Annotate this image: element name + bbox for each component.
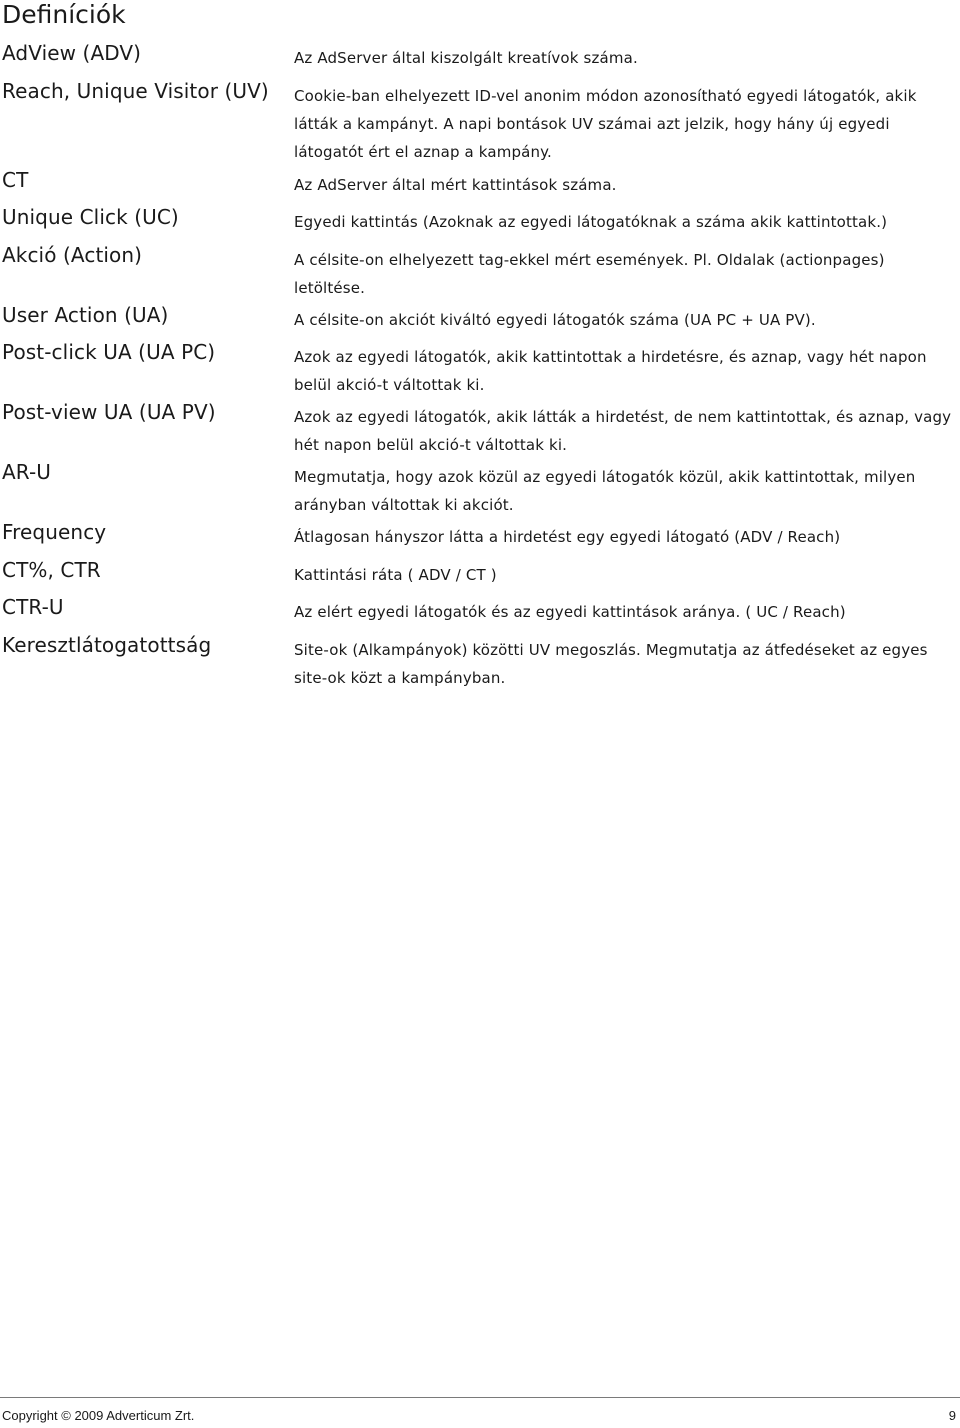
definition-term: Post-click UA (UA PC) [2,340,216,364]
footer-page-number: 9 [948,1408,956,1423]
definition-text: Átlagosan hányszor látta a hirdetést egy egyedi látogató (ADV / Reach) [294,528,841,546]
definition-text: A célsite-on akciót kiváltó egyedi látogatók száma (UA PC + UA PV). [294,311,816,329]
definition-text: Azok az egyedi látogatók, akik látták a hirdetést, de nem kattintottak, és aznap, vagy hét napon belül akció-t váltottak ki. [294,408,952,454]
definition-term: CT%, CTR [2,558,101,582]
definition-term: Akció (Action) [2,243,143,267]
definition-term: Frequency [2,520,107,544]
footer-divider [0,1397,960,1398]
definition-text: A célsite-on elhelyezett tag-ekkel mért események. Pl. Oldalak (actionpages) letöltése. [294,251,885,297]
definition-text: Az AdServer által mért kattintások száma. [294,176,617,194]
footer-copyright: Copyright © 2009 Adverticum Zrt. [2,1408,195,1423]
definition-text: Az elért egyedi látogatók és az egyedi kattintások aránya. ( UC / Reach) [294,603,846,621]
definition-text: Egyedi kattintás (Azoknak az egyedi látogatóknak a száma akik kattintottak.) [294,213,888,231]
definition-text: Kattintási ráta ( ADV / CT ) [294,566,497,584]
definition-term: User Action (UA) [2,303,169,327]
definition-text: Site-ok (Alkampányok) közötti UV megoszlás. Megmutatja az átfedéseket az egyes site-ok közt a kampányban. [294,641,928,687]
definition-term: AdView (ADV) [2,41,142,65]
definition-text: Az AdServer által kiszolgált kreatívok száma. [294,49,638,67]
definition-text: Cookie-ban elhelyezett ID-vel anonim módon azonosítható egyedi látogatók, akik látták a kampányt. A napi bontások UV számai azt jelzik, hogy hány új egyedi látogatót ért el aznap a kampány. [294,87,917,161]
definition-term: Reach, Unique Visitor (UV) [2,79,269,103]
definition-term: Unique Click (UC) [2,205,179,229]
definition-term: AR-U [2,460,52,484]
definition-term: CTR-U [2,595,64,619]
definition-text: Megmutatja, hogy azok közül az egyedi látogatók közül, akik kattintottak, milyen arányban váltottak ki akciót. [294,468,916,514]
definition-term: CT [2,168,29,192]
definition-text: Azok az egyedi látogatók, akik kattintottak a hirdetésre, és aznap, vagy hét napon belül akció-t váltottak ki. [294,348,927,394]
page-title: Definíciók [2,0,126,29]
definition-term: Post-view UA (UA PV) [2,400,216,424]
definition-term: Keresztlátogatottság [2,633,212,657]
